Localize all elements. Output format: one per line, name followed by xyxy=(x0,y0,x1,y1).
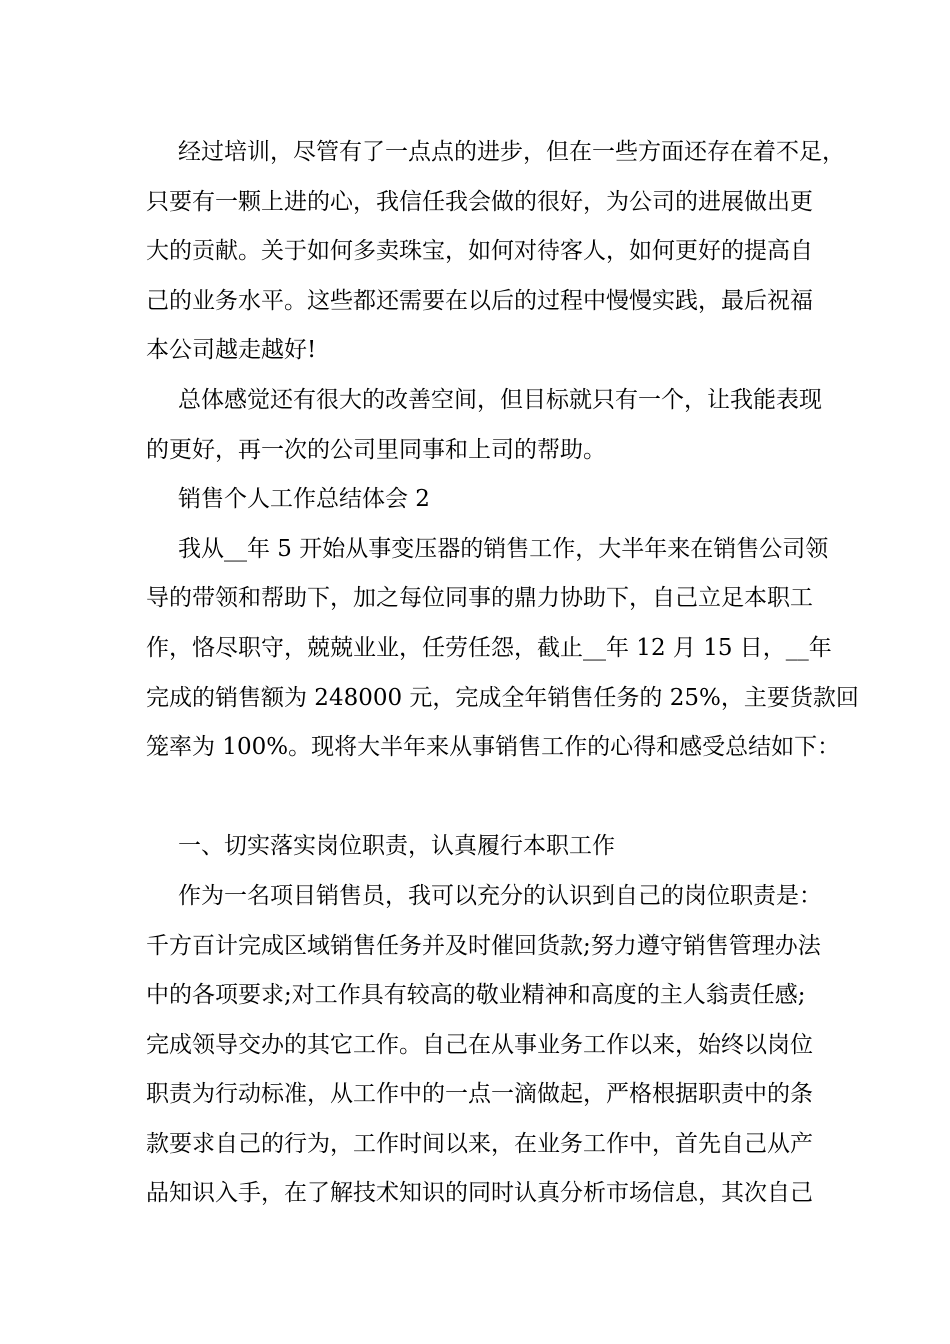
text-line: 完成的销售额为 248000 元，完成全年销售任务的 25%，主要货款回 xyxy=(146,684,859,711)
text-line: 的更好，再一次的公司里同事和上司的帮助。 xyxy=(146,436,606,463)
text-line: 作，恪尽职守，兢兢业业，任劳任怨，截止__年 12 月 15 日，__年 xyxy=(146,634,832,661)
text-line: 本公司越走越好! xyxy=(146,337,317,364)
paragraph-overall-feeling xyxy=(146,376,822,475)
paragraph-training-summary xyxy=(146,128,845,376)
text-line: 完成领导交办的其它工作。自己在从事业务工作以来，始终以岗位 xyxy=(146,1031,813,1058)
text-line: 品知识入手，在了解技术知识的同时认真分析市场信息，其次自己 xyxy=(146,1180,813,1207)
document-body xyxy=(146,128,859,1219)
text-line: 千方百计完成区域销售任务并及时催回货款;努力遵守销售管理办法 xyxy=(146,932,821,959)
blank-line xyxy=(146,773,814,823)
text-line: 笼率为 100%。现将大半年来从事销售工作的心得和感受总结如下： xyxy=(146,734,841,761)
text-line: 导的带领和帮助下，加之每位同事的鼎力协助下，自己立足本职工 xyxy=(146,585,813,612)
text-line: 中的各项要求;对工作具有较高的敬业精神和高度的主人翁责任感; xyxy=(146,982,806,1009)
text-line: 我从__年 5 开始从事变压器的销售工作，大半年来在销售公司领 xyxy=(178,535,829,562)
text-line: 只要有一颗上进的心，我信任我会做的很好，为公司的进展做出更 xyxy=(146,188,813,215)
text-line: 总体感觉还有很大的改善空间，但目标就只有一个，让我能表现 xyxy=(178,386,822,413)
section-title: 销售个人工作总结体会 2 xyxy=(178,486,430,513)
text-line: 大的贡献。关于如何多卖珠宝，如何对待客人，如何更好的提高自 xyxy=(146,238,813,265)
paragraph-job-duties xyxy=(146,872,822,1219)
text-line: 己的业务水平。这些都还需要在以后的过程中慢慢实践，最后祝福 xyxy=(146,287,813,314)
paragraph-sales-intro xyxy=(146,525,859,773)
text-line: 作为一名项目销售员，我可以充分的认识到自己的岗位职责是： xyxy=(178,882,822,909)
text-line: 经过培训，尽管有了一点点的进步，但在一些方面还存在着不足， xyxy=(178,139,845,165)
text-line: 款要求自己的行为，工作时间以来，在业务工作中，首先自己从产 xyxy=(146,1130,813,1157)
text-line: 职责为行动标准，从工作中的一点一滴做起，严格根据职责中的条 xyxy=(146,1081,813,1108)
section-heading: 一、切实落实岗位职责，认真履行本职工作 xyxy=(178,833,615,860)
